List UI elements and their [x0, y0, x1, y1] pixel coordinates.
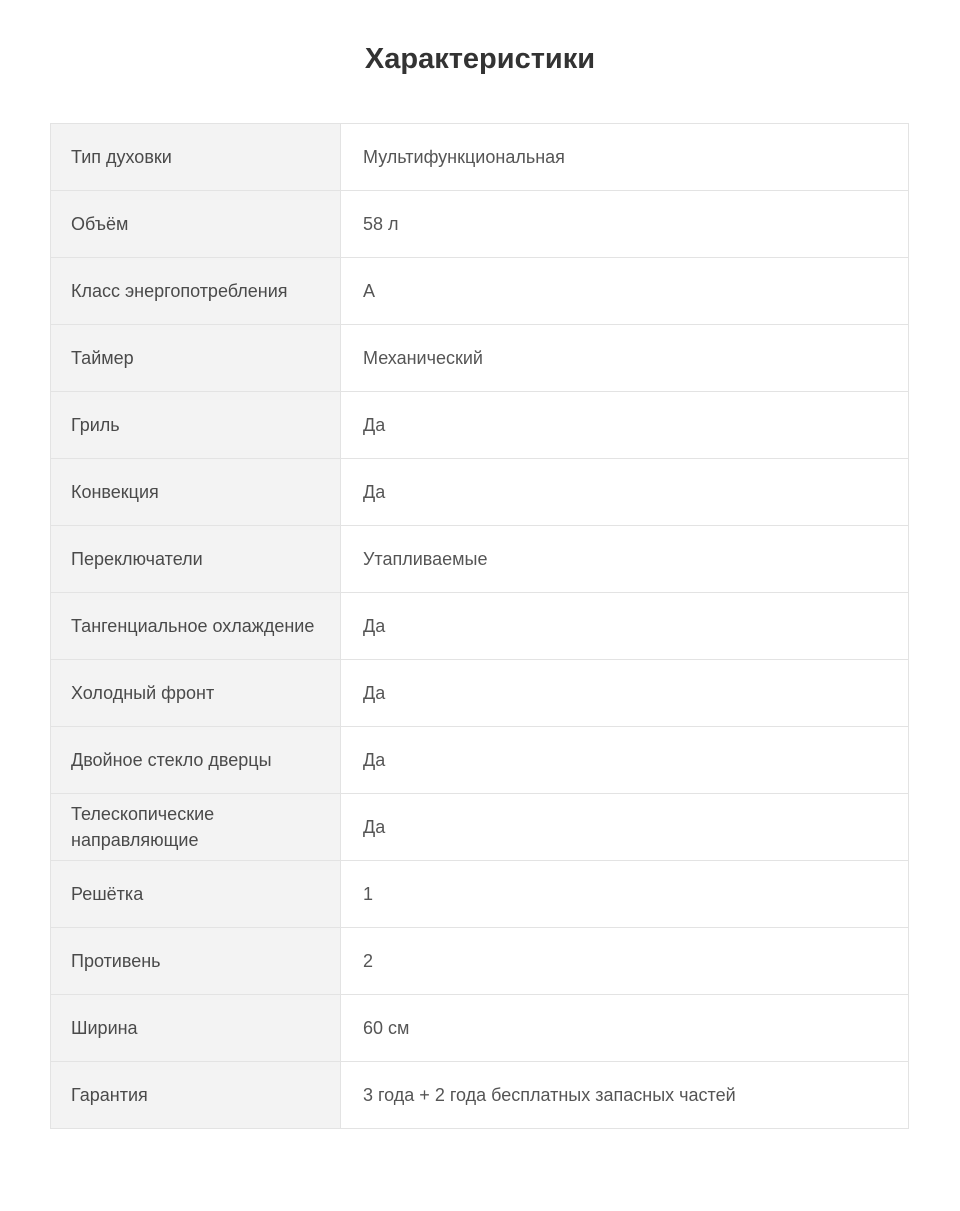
spec-value: Да [341, 593, 909, 660]
table-row [51, 459, 909, 526]
spec-label: Решётка [51, 861, 341, 928]
table-row [51, 995, 909, 1062]
table-row [51, 124, 909, 191]
table-row [51, 325, 909, 392]
spec-label: Объём [51, 191, 341, 258]
spec-value: 1 [341, 861, 909, 928]
spec-value: A [341, 258, 909, 325]
spec-value: Да [341, 392, 909, 459]
spec-label: Таймер [51, 325, 341, 392]
spec-label: Гриль [51, 392, 341, 459]
spec-label: Холодный фронт [51, 660, 341, 727]
table-row [51, 660, 909, 727]
spec-value: 2 [341, 928, 909, 995]
spec-label: Тангенциальное охлаждение [51, 593, 341, 660]
table-row [51, 258, 909, 325]
table-row [51, 928, 909, 995]
spec-value: Да [341, 727, 909, 794]
table-row [51, 191, 909, 258]
spec-label: Ширина [51, 995, 341, 1062]
spec-value: Механический [341, 325, 909, 392]
table-row [51, 392, 909, 459]
spec-label: Телескопические направляющие [51, 794, 341, 861]
spec-label: Тип духовки [51, 124, 341, 191]
page-title: Характеристики [364, 43, 596, 75]
spec-value: 3 года + 2 года бесплатных запасных частей [341, 1062, 909, 1129]
spec-value: Да [341, 459, 909, 526]
spec-value: 60 см [341, 995, 909, 1062]
spec-label: Класс энергопотребления [51, 258, 341, 325]
table-row [51, 861, 909, 928]
spec-label: Конвекция [51, 459, 341, 526]
spec-label: Переключатели [51, 526, 341, 593]
spec-label: Двойное стекло дверцы [51, 727, 341, 794]
table-row [51, 727, 909, 794]
spec-value: Да [341, 794, 909, 861]
table-row [51, 526, 909, 593]
spec-value: Да [341, 660, 909, 727]
spec-value: 58 л [341, 191, 909, 258]
table-row [51, 1062, 909, 1129]
table-row [51, 593, 909, 660]
specs-table [50, 123, 909, 1129]
spec-value: Мультифункциональная [341, 124, 909, 191]
table-row [51, 794, 909, 861]
spec-label: Гарантия [51, 1062, 341, 1129]
spec-value: Утапливаемые [341, 526, 909, 593]
spec-label: Противень [51, 928, 341, 995]
